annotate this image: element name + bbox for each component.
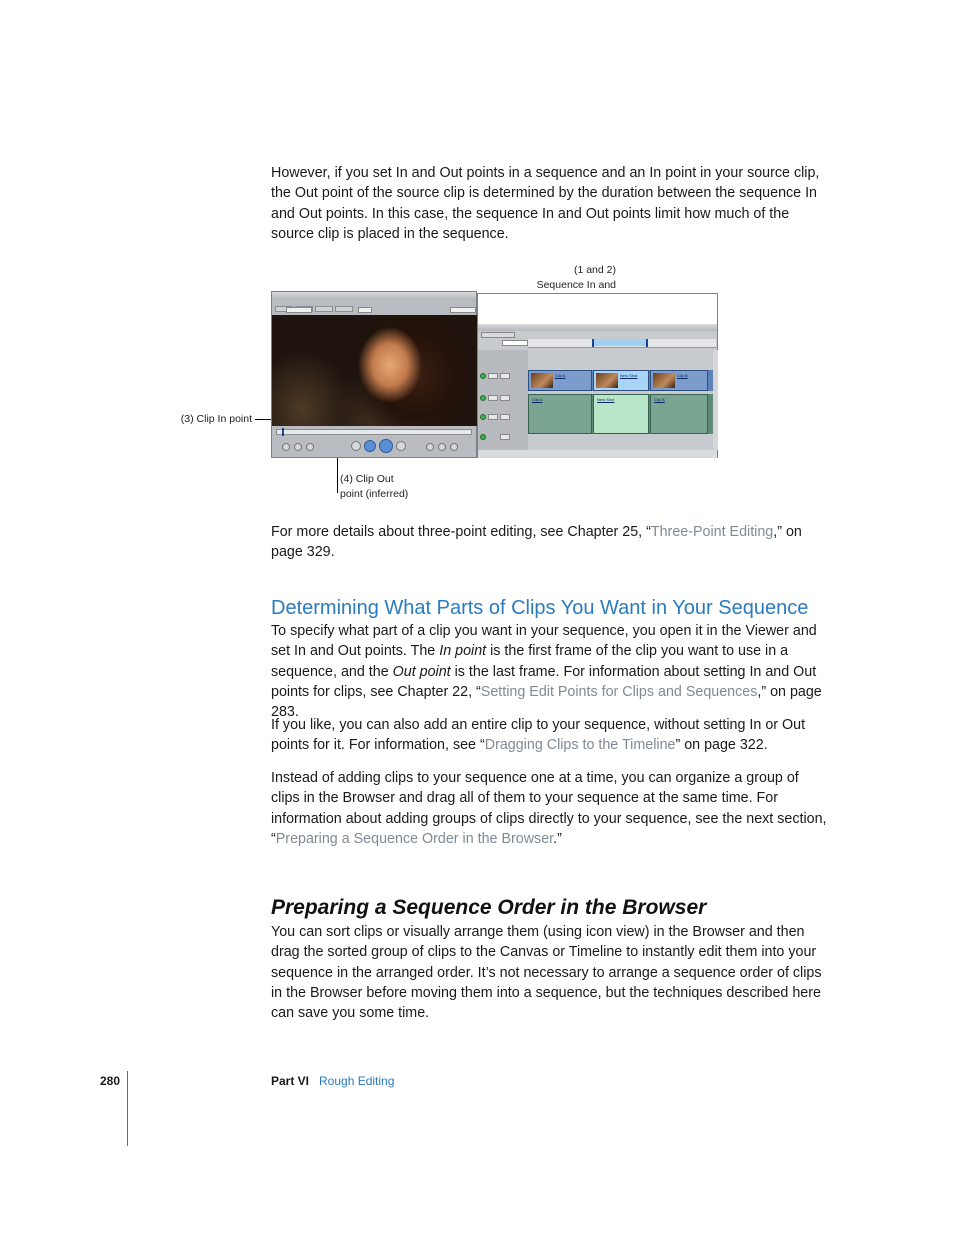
callout-line: point (inferred) — [340, 487, 409, 500]
timeline-bottom-bar[interactable] — [478, 450, 717, 458]
track-label-a3[interactable] — [500, 434, 510, 440]
footer-section: Rough Editing — [319, 1074, 395, 1088]
mark-out-button[interactable] — [438, 443, 446, 451]
link-preparing-sequence-order[interactable]: Preparing a Sequence Order in the Browser — [275, 830, 554, 847]
timeline-clip-video[interactable] — [650, 370, 708, 391]
clip-label: Clip B — [677, 373, 688, 378]
track-visibility-icon[interactable] — [480, 414, 486, 420]
section2-paragraph: You can sort clips or visually arrange them (using icon view) in the Browser and then drag the sorted group of clips to the Canvas or Timeline to instantly edit them into your sequence in the arranged order. It’s not necessary to arrange a sequence order of clips in the Browser before moving them into a sequence, but the techniques described here can save you some time. — [271, 924, 822, 1022]
callout-clip-in: (3) Clip In point — [180, 413, 252, 425]
callout-clip-out — [340, 472, 460, 501]
timeline-clip-audio[interactable] — [528, 394, 592, 434]
text: For more details about three-point editing, see Chapter 25, “ — [271, 524, 651, 540]
play-in-out-button[interactable] — [364, 440, 376, 452]
in-out-range — [592, 339, 646, 346]
text: ,” on page 283. — [271, 683, 822, 721]
viewer-timecode-duration[interactable] — [286, 307, 312, 313]
viewer-window — [271, 291, 477, 458]
section1-paragraph-2 — [271, 715, 831, 756]
timeline-clip-audio[interactable] — [593, 394, 649, 434]
tab-filters[interactable] — [315, 306, 333, 312]
timeline-vertical-scrollbar[interactable] — [713, 350, 718, 450]
section-heading: Determining What Parts of Clips You Want in Your Sequence — [271, 597, 809, 619]
clip-thumbnail — [596, 373, 618, 388]
viewer-tabs — [275, 299, 375, 306]
add-keyframe-button[interactable] — [306, 443, 314, 451]
viewer-scrubber-bar[interactable] — [276, 429, 472, 435]
track-target-a1[interactable] — [488, 395, 498, 401]
text: Instead of adding clips to your sequence one at a time, you can organize a group of clips in the Browser and drag all of them to your sequence at the same time. For information about adding groups of clips directly to your sequence, see the next section, “ — [271, 770, 827, 847]
zoom-popup[interactable] — [358, 307, 372, 313]
text: ,” on page 329. — [271, 524, 802, 561]
text: If you like, you can also add an entire clip to your sequence, without setting In or Out points for it. For information, see “ — [271, 717, 806, 754]
emphasis: In point — [439, 643, 487, 660]
callout-line: (1 and 2) — [573, 264, 616, 276]
text: To specify what part of a clip you want in your sequence, you open it in the Viewer and set In and Out points. The — [271, 623, 817, 660]
link-dragging-clips[interactable]: Dragging Clips to the Timeline — [484, 737, 676, 754]
clip-label: Clip B — [654, 397, 665, 402]
match-frame-button[interactable] — [282, 443, 290, 451]
timeline-clip-audio[interactable] — [650, 394, 708, 434]
track-headers — [478, 350, 528, 450]
track-label-a2[interactable] — [500, 414, 510, 420]
timeline-window — [477, 293, 718, 458]
section1-paragraph-1 — [271, 621, 831, 722]
viewer-video-frame — [272, 315, 478, 426]
callout-line: Sequence In and — [536, 278, 616, 291]
link-three-point-editing[interactable]: Three-Point Editing — [650, 524, 774, 540]
clip-thumbnail — [531, 373, 553, 388]
timeline-ruler[interactable] — [528, 339, 716, 348]
track-label-v1[interactable] — [500, 373, 510, 379]
in-point-marker — [282, 428, 284, 436]
tab-motion[interactable] — [335, 306, 353, 312]
marker-button[interactable] — [450, 443, 458, 451]
timeline-clip-video[interactable] — [528, 370, 592, 391]
sequence-out-marker — [646, 339, 648, 347]
page-number: 280 — [99, 1074, 120, 1088]
link-setting-edit-points[interactable]: Setting Edit Points for Clips and Sequences — [480, 683, 758, 700]
clip-label: Clip A — [555, 373, 566, 378]
timeline-timecode[interactable] — [502, 340, 528, 346]
footer-rule — [127, 1071, 128, 1146]
sequence-in-marker — [592, 339, 594, 347]
track-target-v1[interactable] — [488, 373, 498, 379]
play-around-button[interactable] — [396, 441, 406, 451]
section1-paragraph-3 — [271, 768, 831, 849]
viewer-timecode-current[interactable] — [450, 307, 476, 313]
callout-line: (4) Clip Out — [340, 473, 394, 485]
clip-label: New Shot — [597, 397, 615, 402]
timeline-clip-video[interactable] — [593, 370, 649, 391]
more-details-paragraph — [271, 522, 831, 563]
clip-label: New Shot — [620, 373, 638, 378]
prev-edit-button[interactable] — [351, 441, 361, 451]
section-heading: Preparing a Sequence Order in the Browser — [271, 896, 707, 919]
footer-part: Part VI — [271, 1074, 310, 1088]
play-button[interactable] — [379, 439, 393, 453]
track-visibility-icon[interactable] — [480, 395, 486, 401]
track-target-a2[interactable] — [488, 414, 498, 420]
emphasis: Out point — [392, 663, 451, 680]
viewer-transport-controls — [276, 437, 474, 455]
timeline-titlebar — [478, 324, 717, 331]
mark-clip-button[interactable] — [294, 443, 302, 451]
mark-in-button[interactable] — [426, 443, 434, 451]
track-visibility-icon[interactable] — [480, 434, 486, 440]
track-label-a1[interactable] — [500, 395, 510, 401]
tab-master-sequence[interactable] — [481, 332, 515, 338]
intro-paragraph: However, if you set In and Out points in a sequence and an In point in your source clip, the Out point of the source clip is determined by the duration between the sequence In and Out points. In this case, the sequence In and Out points limit how much of the source clip is placed in the sequence. — [271, 165, 820, 242]
text: is the last frame. For information about setting In and Out points for clips, see Chapter 22, “ — [271, 663, 817, 700]
text: ” on page 322. — [675, 737, 768, 754]
text: .” — [553, 830, 562, 847]
track-visibility-icon[interactable] — [480, 373, 486, 379]
clip-thumbnail — [653, 373, 675, 388]
clip-label: Clip A — [532, 397, 543, 402]
text: is the first frame of the clip you want to use in a sequence, and the — [271, 643, 789, 680]
